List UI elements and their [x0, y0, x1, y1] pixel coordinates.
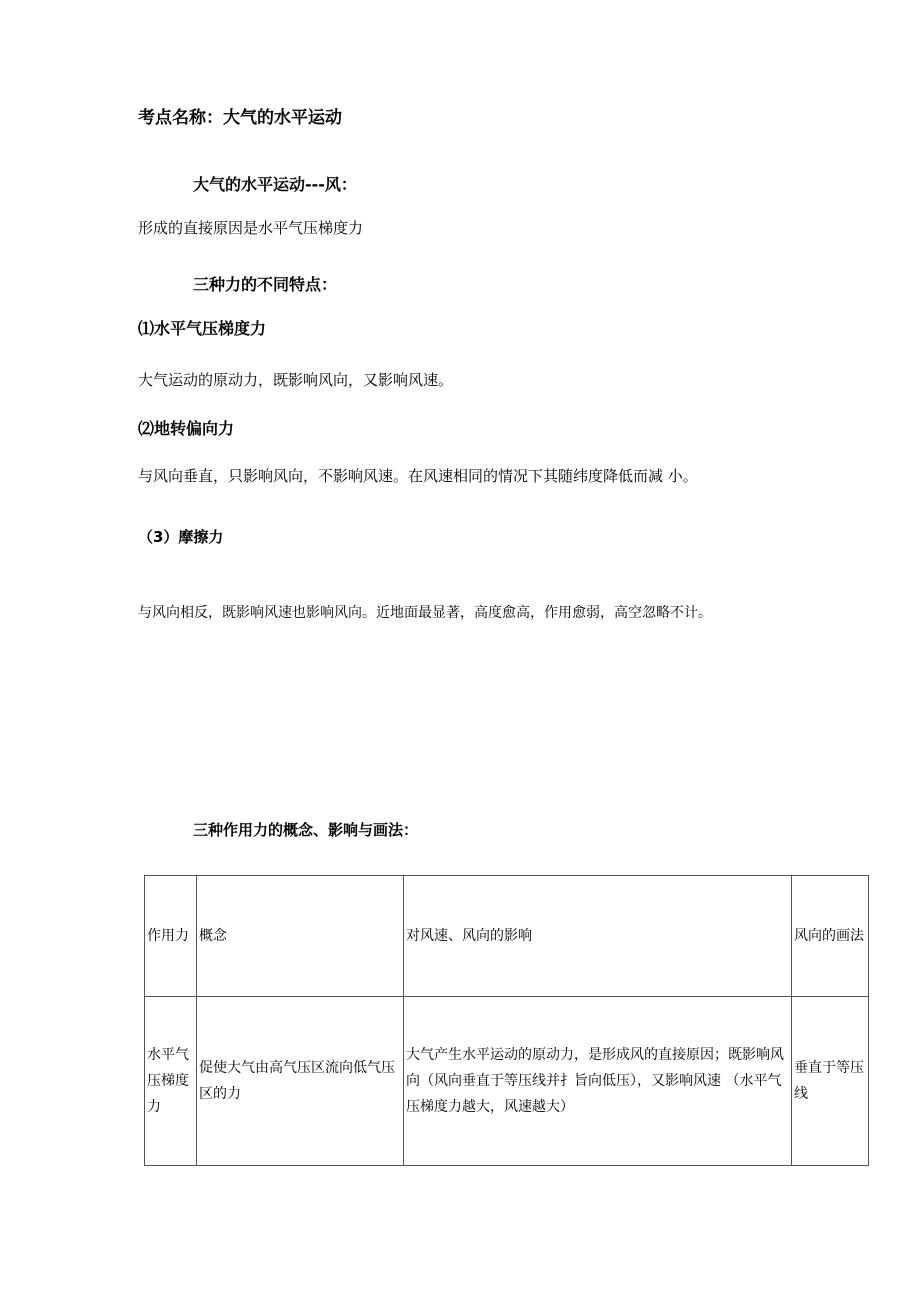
cell-force: 水平气压梯度力	[145, 997, 197, 1166]
table-caption: 三种作用力的概念、影响与画法：	[193, 821, 419, 839]
cell-effect: 大气产生水平运动的原动力，是形成风的直接原因；既影响风向（风向垂直于等压线并扌旨向低压），又影响风速 （水平气压梯度力越大，风速越大）	[404, 997, 792, 1166]
force3-desc: 与风向相反，既影响风速也影响风向。近地面最显著，高度愈高，作用愈弱，高空忽略不计。	[138, 605, 712, 621]
force1-desc: 大气运动的原动力，既影响风向，又影响风速。	[138, 371, 454, 389]
header-concept: 概念	[197, 876, 404, 997]
header-effect: 对风速、风向的影响	[404, 876, 792, 997]
force3-title: （3）摩擦力	[138, 528, 224, 546]
heading-features: 三种力的不同特点：	[193, 275, 338, 294]
cause-text: 形成的直接原因是水平气压梯度力	[138, 219, 364, 237]
cell-concept: 促使大气由高气压区流向低气压区的力	[197, 997, 404, 1166]
heading-wind: 大气的水平运动---风：	[193, 175, 357, 194]
table-row	[145, 997, 869, 1166]
cell-drawing: 垂直于等压线	[792, 997, 869, 1166]
force2-desc: 与风向垂直，只影响风向，不影响风速。在风速相同的情况下其随纬度降低而减 小。	[138, 467, 698, 485]
force1-title: ⑴水平气压梯度力	[138, 319, 267, 338]
force2-title: ⑵地转偏向力	[138, 419, 235, 438]
header-drawing: 风向的画法	[792, 876, 869, 997]
header-force: 作用力	[145, 876, 197, 997]
forces-table	[144, 875, 869, 1166]
doc-title: 考点名称：大气的水平运动	[138, 108, 342, 128]
table-header-row	[145, 876, 869, 997]
